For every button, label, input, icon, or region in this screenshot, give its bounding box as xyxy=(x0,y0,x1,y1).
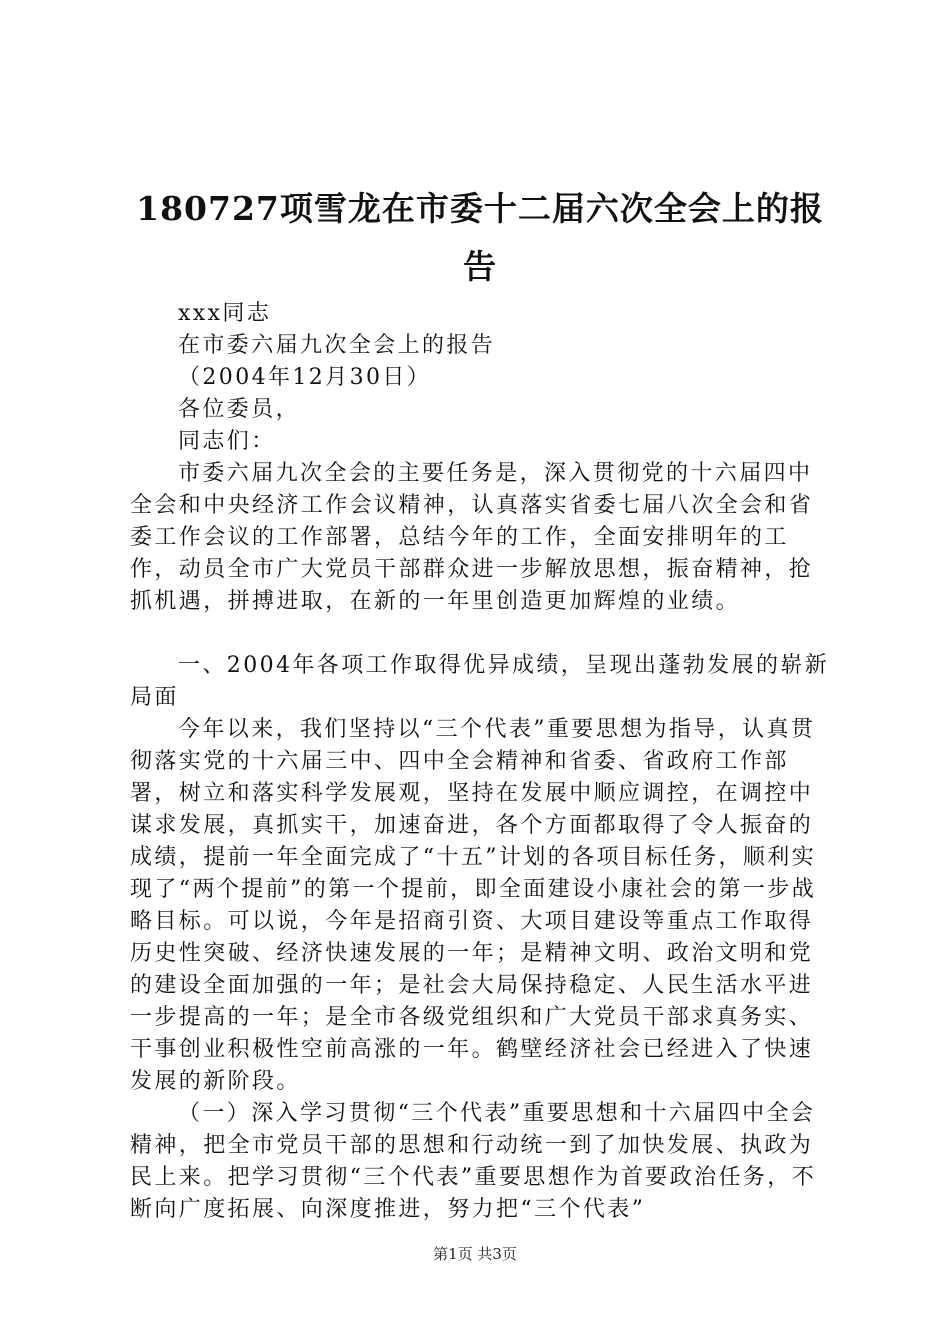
paragraph-gap xyxy=(130,618,830,650)
paragraph-subsection-1: （一）深入学习贯彻“三个代表”重要思想和十六届四中全会精神，把全市党员干部的思想和行动统一到了加快发展、执政为民上来。把学习贯彻“三个代表”重要思想作为首要政治任务，不断向广度拓展、向深度推进，努力把“三个代表” xyxy=(130,1101,817,1222)
document-body xyxy=(130,298,830,1226)
page-footer: 第1页 共3页 xyxy=(433,1245,517,1263)
paragraph-section-1: 今年以来，我们坚持以“三个代表”重要思想为指导，认真贯彻落实党的十六届三中、四中全会精神和省委、省政府工作部署，树立和落实科学发展观，坚持在发展中顺应调控，在调控中谋求发展，真抓实干，加速奋进，各个方面都取得了令人振奋的成绩，提前一年全面完成了“十五”计划的各项目标任务，顺利实现了“两个提前”的第一个提前，即全面建设小康社会的第一步战略目标。可以说，今年是招商引资、大项目建设等重点工作取得历史性突破、经济快速发展的一年；是精神文明、政治文明和党的建设全面加强的一年；是社会大局保持稳定、人民生活水平进一步提高的一年；是全市各级党组织和广大党员干部求真务实、干事创业积极性空前高涨的一年。鹤壁经济社会已经进入了快速发展的新阶段。 xyxy=(130,717,817,1094)
section-heading-1: 一、2004年各项工作取得优异成绩，呈现出蓬勃发展的崭新局面 xyxy=(130,653,830,710)
salutation-comrades: 同志们： xyxy=(178,429,276,454)
paragraph-intro: 市委六届九次全会的主要任务是，深入贯彻党的十六届四中全会和中央经济工作会议精神，认真落实省委七届八次全会和省委工作会议的工作部署，总结今年的工作，全面安排明年的工作，动员全市广大党员干部群众进一步解放思想，振奋精神，抢抓机遇，拼搏进取，在新的一年里创造更加辉煌的业绩。 xyxy=(130,461,814,614)
document-title: 180727项雪龙在市委十二届六次全会上的报告 xyxy=(136,189,824,286)
report-date: （2004年12月30日） xyxy=(178,365,432,390)
salutation-members: 各位委员， xyxy=(178,397,301,422)
report-subtitle: 在市委六届九次全会上的报告 xyxy=(178,333,496,358)
addressee-line: xxx同志 xyxy=(178,301,272,326)
